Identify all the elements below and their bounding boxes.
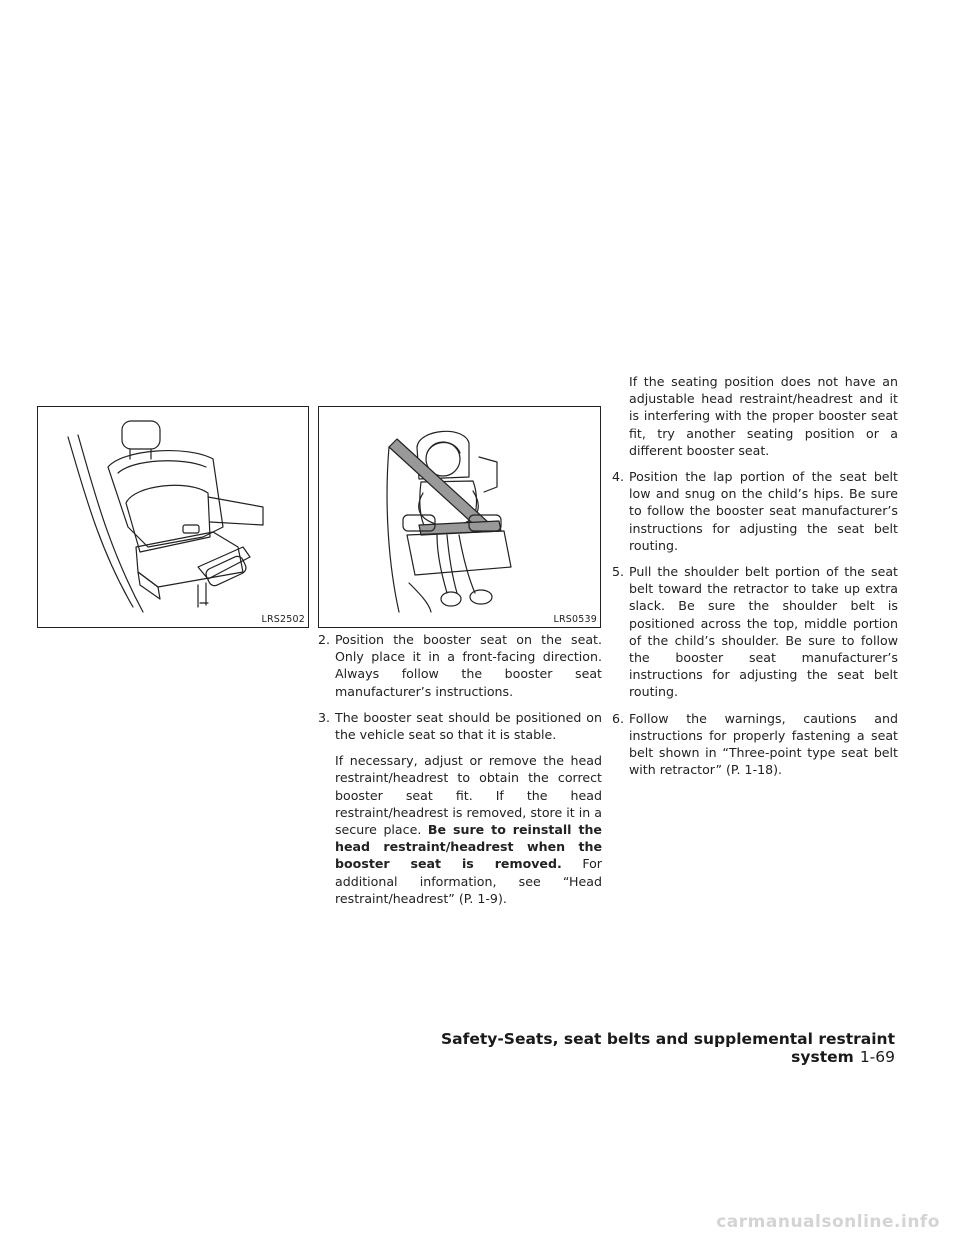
page-number: 1-69 — [859, 1048, 895, 1066]
paragraph-bold-text: Be sure to reinstall the head restraint/headrest when the booster seat is removed. — [335, 822, 602, 872]
paragraph-seating-position: If the seating position does not have an adjustable head restraint/headrest and it is interfering with the proper booster seat fit, try another seating position or a different booster seat. — [629, 374, 898, 458]
paragraph-head-restraint — [318, 752, 602, 907]
list-item-6 — [612, 710, 898, 779]
page-footer — [425, 1030, 895, 1066]
list-number: 3. — [318, 709, 331, 725]
list-number: 2. — [318, 632, 331, 647]
paragraph-text: For additional information, see “Head restraint/headrest” (P. 1-9). — [335, 856, 602, 906]
figure-child-in-booster — [318, 406, 601, 628]
list-number: 5. — [612, 564, 625, 580]
list-number: 6. — [612, 710, 625, 726]
section-title: Safety-Seats, seat belts and supplemental restraint system — [440, 1030, 895, 1066]
child-in-booster-seat-illustration-icon — [319, 407, 602, 629]
text-column-right — [612, 373, 898, 787]
list-item-2 — [318, 631, 602, 700]
list-number: 4. — [612, 469, 625, 485]
text-column-middle — [318, 631, 602, 916]
booster-seat-illustration-icon — [38, 407, 310, 629]
list-text: Pull the shoulder belt portion of the seat belt toward the retractor to take up extra slack. Be sure the shoulder belt is positioned across the top, middle portion of the child’s shoulder. Be sure to follow the booster seat manufacturer’s instructions for adjusting the seat belt routing. — [629, 564, 898, 700]
list-text: Position the lap portion of the seat belt low and snug on the child’s hips. Be sure to follow the booster seat manufacturer’s instructions for adjusting the seat belt routing. — [629, 469, 898, 553]
list-item-3 — [318, 709, 602, 743]
figure-booster-seat — [37, 406, 309, 628]
figure-code: LRS0539 — [553, 614, 597, 625]
list-text: Position the booster seat on the seat. Only place it in a front-facing direction. Always follow the booster seat manufacturer’s instructions. — [335, 632, 602, 699]
watermark: carmanualsonline.info — [716, 1212, 940, 1232]
figure-code: LRS2502 — [261, 614, 305, 625]
list-text: Follow the warnings, cautions and instructions for properly fastening a seat belt shown in “Three-point type seat belt with retractor” (P. 1-18). — [629, 710, 898, 778]
list-item-5 — [612, 563, 898, 701]
list-text: The booster seat should be positioned on the vehicle seat so that it is stable. — [335, 709, 602, 743]
list-item-4 — [612, 468, 898, 554]
paragraph-text: If necessary, adjust or remove the head restraint/headrest to obtain the correct booster seat fit. If the head restraint/headrest is removed, store it in a secure place. — [335, 753, 602, 838]
